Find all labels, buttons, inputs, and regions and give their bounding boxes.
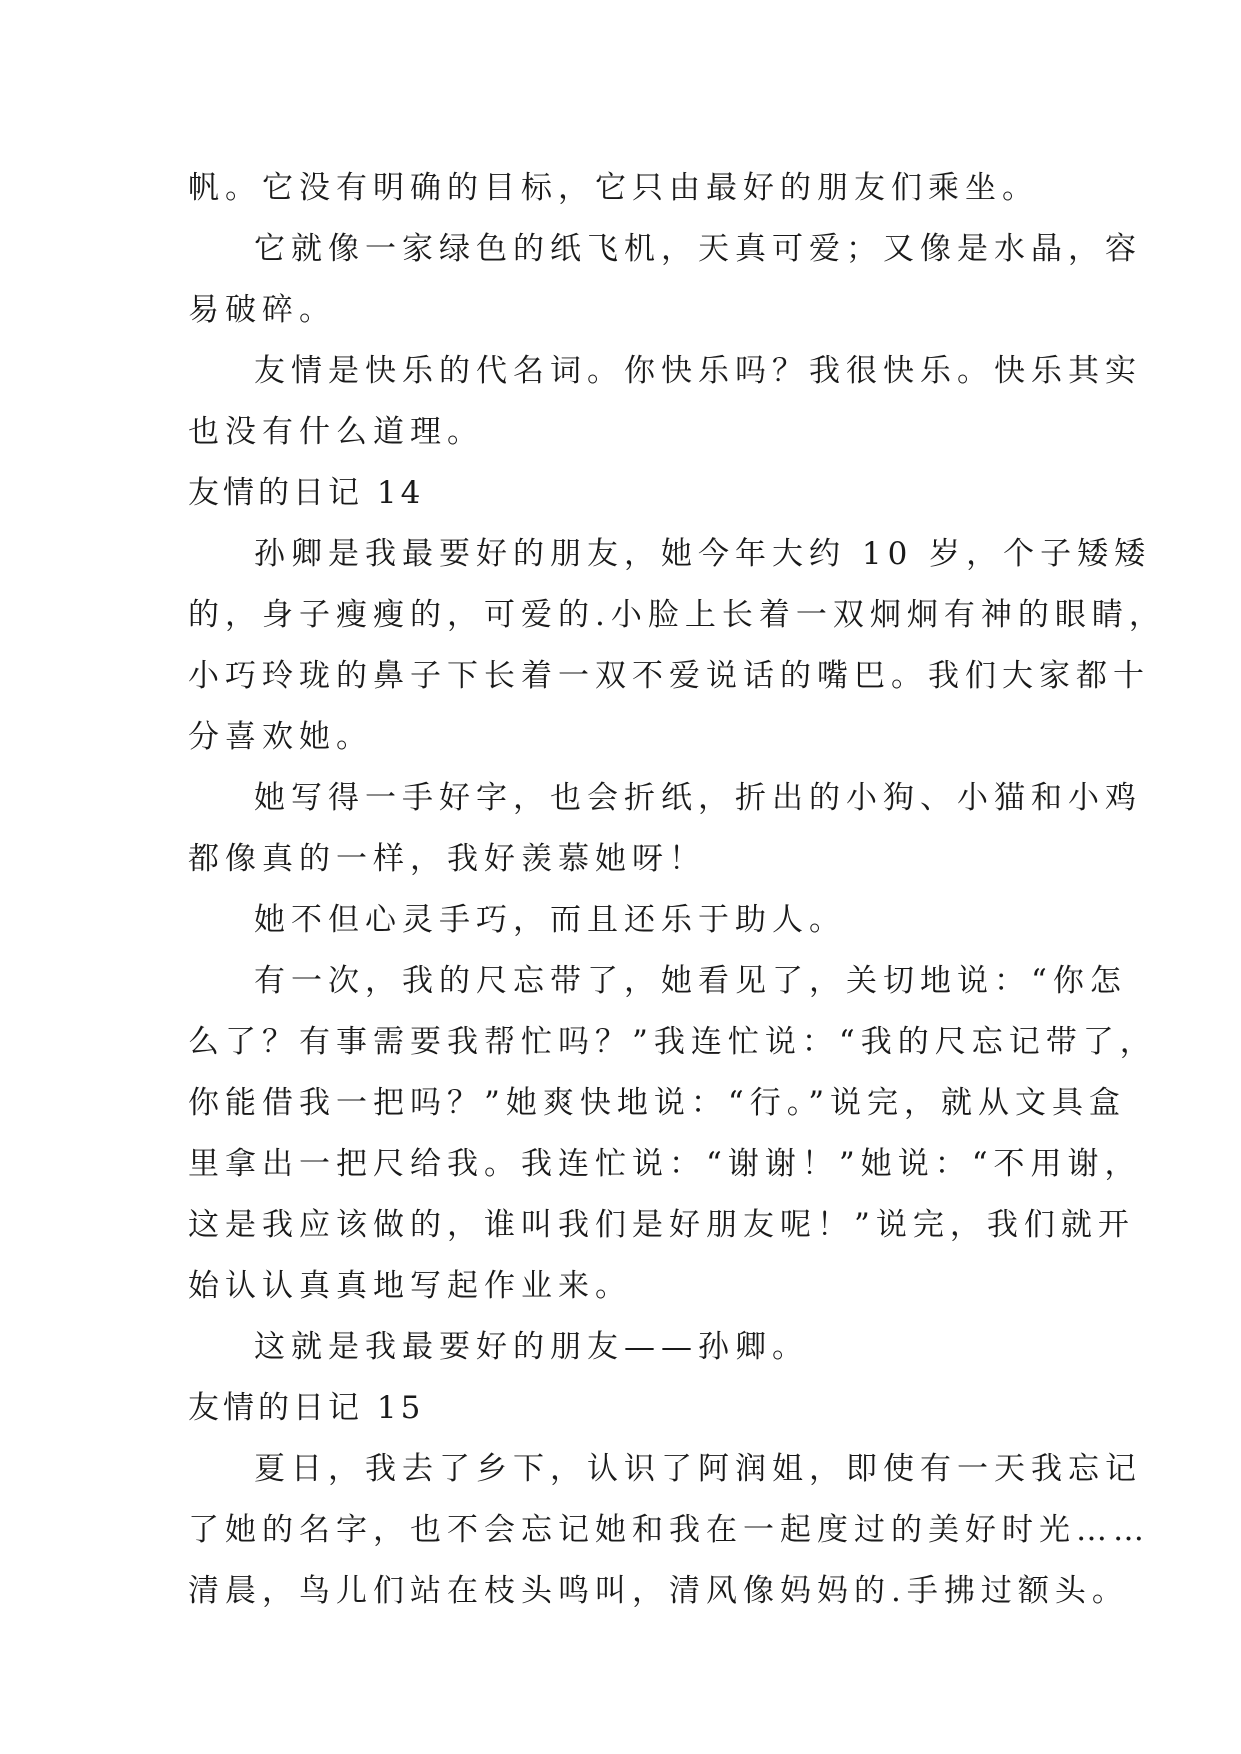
section-heading: 友情的日记 14: [188, 475, 425, 511]
paragraph-line: 清晨，鸟儿们站在枝头鸣叫，清风像妈妈的.手拂过额头。: [188, 1573, 1129, 1609]
paragraph-line: 了她的名字，也不会忘记她和我在一起度过的美好时光……: [188, 1512, 1150, 1548]
paragraph-line: 有一次，我的尺忘带了，她看见了，关切地说：“你怎: [254, 963, 1127, 999]
paragraph-line: 她不但心灵手巧，而且还乐于助人。: [254, 902, 846, 938]
paragraph-line: 小巧玲珑的鼻子下长着一双不爱说话的嘴巴。我们大家都十: [188, 658, 1150, 694]
paragraph-line: 这就是我最要好的朋友——孙卿。: [254, 1329, 809, 1365]
paragraph-line: 么了？有事需要我帮忙吗？”我连忙说：“我的尺忘记带了，: [188, 1024, 1157, 1060]
paragraph-line: 分喜欢她。: [188, 719, 373, 755]
paragraph-line: 它就像一家绿色的纸飞机，天真可爱；又像是水晶，容: [254, 231, 1142, 267]
paragraph-line: 她写得一手好字，也会折纸，折出的小狗、小猫和小鸡: [254, 780, 1142, 816]
paragraph-line: 这是我应该做的，谁叫我们是好朋友呢！”说完，我们就开: [188, 1207, 1135, 1243]
document-body: [188, 158, 1166, 1622]
paragraph-line: 始认认真真地写起作业来。: [188, 1268, 632, 1304]
paragraph-line: 帆。它没有明确的目标，它只由最好的朋友们乘坐。: [188, 170, 1039, 206]
paragraph-line: 夏日，我去了乡下，认识了阿润姐，即使有一天我忘记: [254, 1451, 1142, 1487]
paragraph-line: 里拿出一把尺给我。我连忙说：“谢谢！”她说：“不用谢，: [188, 1146, 1142, 1182]
section-heading: 友情的日记 15: [188, 1390, 425, 1426]
paragraph-line: 易破碎。: [188, 292, 336, 328]
paragraph-line: 都像真的一样，我好羡慕她呀！: [188, 841, 706, 877]
paragraph-line: 友情是快乐的代名词。你快乐吗？我很快乐。快乐其实: [254, 353, 1142, 389]
paragraph-line: 也没有什么道理。: [188, 414, 484, 450]
paragraph-line: 孙卿是我最要好的朋友，她今年大约 10 岁，个子矮矮: [254, 536, 1152, 572]
paragraph-line: 的，身子瘦瘦的，可爱的.小脸上长着一双炯炯有神的眼睛，: [188, 597, 1166, 633]
paragraph-line: 你能借我一把吗？”她爽快地说：“行。”说完，就从文具盒: [188, 1085, 1127, 1121]
